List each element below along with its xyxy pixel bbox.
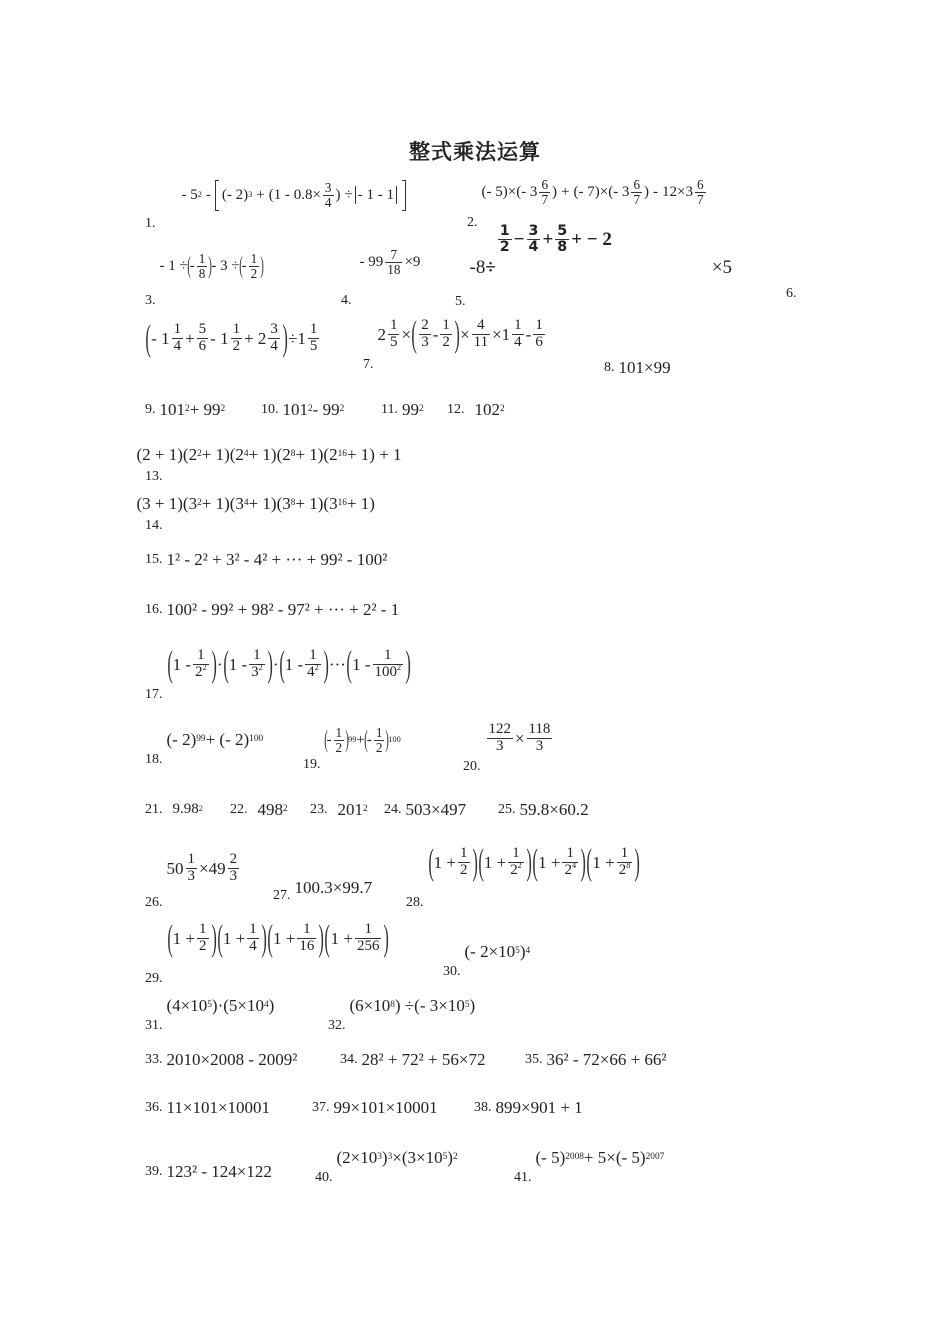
expression: 101 2 + 99 2 <box>159 399 226 419</box>
expression: (6×10 8 ) ÷(- 3×10 5 ) <box>349 995 476 1015</box>
problem-number: 33. <box>145 1052 163 1067</box>
problem-26 <box>145 851 241 910</box>
expression: (4×10 5 )·(5×10 4 ) <box>166 995 275 1015</box>
expression: 102 2 <box>474 399 505 419</box>
expression: (- 2×10 5 ) 4 <box>464 941 531 961</box>
problem-16 <box>145 600 399 618</box>
problem-33 <box>145 1050 297 1068</box>
expression: (- 2) 99 + (- 2) 100 <box>166 729 264 749</box>
expression: 123² - 124×122 <box>166 1161 272 1181</box>
problem-number: 35. <box>525 1052 543 1067</box>
problem-6 <box>786 284 797 302</box>
expression: 100.3×99.7 <box>294 877 373 897</box>
problem-number: 4. <box>341 293 352 309</box>
expression: 122 3 × 118 3 <box>488 721 551 754</box>
problem-6-expression <box>145 317 321 358</box>
problem-number: 39. <box>145 1164 163 1179</box>
problem-number: 12. <box>447 402 465 417</box>
expression: (3 + 1)(3 2 + 1)(3 4 + 1)(3 8 + 1)(3 16 + 1) <box>136 493 375 513</box>
problem-number: 38. <box>474 1100 492 1115</box>
expression: - 1 ÷ ( - 1 8 ) - 3 ÷ ( - 1 2 ) <box>159 251 264 281</box>
expression: ( - 1 2 ) 99 + ( - 1 2 ) 100 <box>323 725 401 755</box>
problem-number: 10. <box>261 402 279 417</box>
problem-23 <box>310 800 368 818</box>
expression: 28² + 72² + 56×72 <box>361 1049 486 1069</box>
expression: 2 1 5 × ( 2 3 - 1 2 ) × 4 11 ×1 1 4 - 1 6 <box>377 313 543 354</box>
expression: (2 + 1)(2 2 + 1)(2 4 + 1)(2 8 + 1)(2 16 + 1) + 1 <box>136 444 402 464</box>
problem-36 <box>145 1098 270 1116</box>
problem-34 <box>340 1050 485 1068</box>
problem-7 <box>363 313 547 373</box>
expression: 11×101×10001 <box>166 1097 271 1117</box>
problem-number: 7. <box>363 357 374 373</box>
expression: ( - 1 1 4 + 5 6 - 1 1 2 + 2 3 4 ) ÷1 1 5 <box>145 317 318 358</box>
problem-number: 32. <box>328 1018 346 1033</box>
problem-number: 31. <box>145 1018 163 1033</box>
problem-35 <box>525 1050 667 1068</box>
problem-number: 13. <box>145 469 163 484</box>
problem-13 <box>136 444 432 484</box>
problem-number: 6. <box>786 286 797 301</box>
problem-number: 29. <box>145 971 163 987</box>
problem-number: 23. <box>310 802 328 817</box>
expression: -8 ÷ 1 2 − 3 4 + 5 8 + − 2 ×5 <box>469 223 733 278</box>
problem-number: 28. <box>406 895 424 911</box>
page-title: 整式乘法运算 <box>409 140 541 164</box>
problem-8 <box>604 358 671 376</box>
problem-39 <box>145 1162 272 1180</box>
problem-number: 15. <box>145 552 163 567</box>
problem-14 <box>136 493 405 533</box>
problem-number: 14. <box>145 518 163 533</box>
problem-20 <box>463 721 554 774</box>
problem-37 <box>312 1098 438 1116</box>
problem-40 <box>315 1147 458 1185</box>
expression: 899×901 + 1 <box>495 1097 583 1117</box>
problem-number: 40. <box>315 1170 333 1185</box>
problem-4 <box>341 247 421 309</box>
problem-18 <box>145 729 264 767</box>
expression: 498 2 <box>257 799 288 819</box>
expression: 50 1 3 ×49 2 3 <box>166 851 238 884</box>
expression: (- 5)×(- 3 6 7 ) + (- 7)×(- 3 6 7 ) - 12×3 6 7 <box>481 177 704 207</box>
problem-number: 11. <box>381 402 398 417</box>
problem-17 <box>145 643 411 703</box>
problem-number: 9. <box>145 402 156 417</box>
problem-28 <box>406 841 641 911</box>
expression: - 5 2 - (- 2) 3 + (1 - 0.8× 3 4 ) ÷ - 1 - 1 <box>182 180 407 211</box>
problem-number: 8. <box>604 360 615 375</box>
problem-9 <box>145 400 225 418</box>
problem-number: 41. <box>514 1170 532 1185</box>
problem-11 <box>381 400 424 418</box>
problem-number: 30. <box>443 964 461 979</box>
problem-number: 16. <box>145 602 163 617</box>
problem-number: 22. <box>230 802 248 817</box>
problem-number: 17. <box>145 687 163 703</box>
expression: 100² - 99² + 98² - 97² + ··· + 2² - 1 <box>166 599 400 619</box>
problem-5 <box>455 223 733 310</box>
expression: 1² - 2² + 3² - 4² + ··· + 99² - 100² <box>166 549 388 569</box>
expression: 99×101×10001 <box>333 1097 438 1117</box>
problem-41 <box>514 1147 665 1185</box>
problem-number: 26. <box>145 894 163 910</box>
problem-30 <box>443 941 531 979</box>
problem-number: 20. <box>463 758 481 774</box>
problem-number: 3. <box>145 293 156 309</box>
expression: 201 2 <box>337 799 368 819</box>
problem-number: 2. <box>467 215 478 231</box>
problem-19 <box>303 725 401 773</box>
problem-number: 24. <box>384 802 402 817</box>
problem-10 <box>261 400 344 418</box>
expression: 101×99 <box>618 357 671 377</box>
problem-number: 21. <box>145 802 163 817</box>
expression: ( 1 - 1 $2^2$ ) · ( 1 - 1 $3^2$ ) · ( 1 - 1 $4^2$ ) ··· ( 1 - 1 $100^2$ ) <box>166 643 411 684</box>
expression: 36² - 72×66 + 66² <box>546 1049 667 1069</box>
problem-38 <box>474 1098 583 1116</box>
problem-27 <box>273 877 373 903</box>
expression: ( 1 + 1 2 ) ( 1 + 1 $2^2$ ) ( 1 + 1 $2^4$ ) ( 1 + 1 $2^8$ ) <box>427 841 641 882</box>
problem-number: 5. <box>455 294 466 310</box>
problem-25 <box>498 800 589 818</box>
expression: (- 5) 2008 + 5×(- 5) 2007 <box>535 1147 665 1167</box>
expression: 9.98 2 <box>172 800 203 817</box>
expression: 2010×2008 - 2009² <box>166 1049 298 1069</box>
problem-12 <box>447 400 505 418</box>
problem-number: 37. <box>312 1100 330 1115</box>
problem-15 <box>145 550 387 568</box>
problem-21 <box>145 800 203 818</box>
problem-1 <box>145 179 406 231</box>
problem-number: 36. <box>145 1100 163 1115</box>
problem-number: 18. <box>145 752 163 767</box>
expression: - 99 7 18 ×9 <box>359 247 421 277</box>
problem-32 <box>328 995 476 1033</box>
problem-2 <box>467 177 708 231</box>
problem-22 <box>230 800 288 818</box>
problem-3 <box>145 251 264 309</box>
expression: ( 1 + 1 2 ) ( 1 + 1 4 ) ( 1 + 1 16 ) ( 1 + 1 256 ) <box>166 917 390 958</box>
expression: (2×10 3 ) 3 ×(3×10 5 ) 2 <box>336 1147 458 1167</box>
problem-31 <box>145 995 275 1033</box>
expression: 503×497 <box>405 799 467 819</box>
problem-number: 34. <box>340 1052 358 1067</box>
expression: 101 2 - 99 2 <box>282 399 345 419</box>
problem-29 <box>145 917 390 987</box>
problem-number: 1. <box>145 215 156 231</box>
problem-number: 25. <box>498 802 516 817</box>
problem-24 <box>384 800 466 818</box>
expression: 99 2 <box>401 399 424 419</box>
problem-number: 19. <box>303 757 321 773</box>
problem-number: 27. <box>273 888 291 903</box>
expression: 59.8×60.2 <box>519 799 589 819</box>
